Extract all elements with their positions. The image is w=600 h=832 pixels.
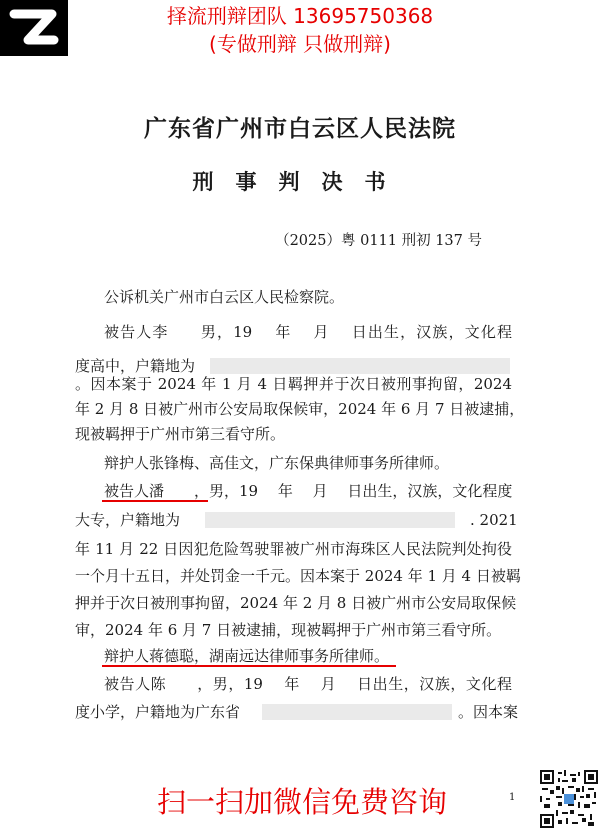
redaction-mark bbox=[262, 704, 452, 720]
promo-phone-line: 择流刑辩团队 13695750368 bbox=[166, 4, 434, 28]
body-line-prior-4: 审，2024 年 6 月 7 日被逮捕，现被羁押于广州市第三看守所。 bbox=[75, 621, 502, 639]
court-name: 广东省广州市白云区人民法院 bbox=[144, 116, 456, 142]
body-line-defendant-li-cont: 度高中，户籍地为 bbox=[75, 357, 196, 375]
highlight-underline bbox=[102, 665, 396, 667]
highlight-underline bbox=[102, 500, 208, 502]
body-line-detention-2: 年 2 月 8 日被广州市公安局取保候审，2024 年 6 月 7 日被逮捕， bbox=[75, 400, 525, 418]
page-number: 1 bbox=[509, 792, 516, 803]
body-line-prior-3: 押并于次日被刑事拘留，2024 年 2 月 8 日被广州市公安局取保候 bbox=[75, 594, 517, 612]
body-line-defendant-pan-cont: 大专，户籍地为 bbox=[75, 511, 181, 529]
body-line-lawyer-1: 辩护人张锋梅、高佳文，广东保典律师事务所律师。 bbox=[104, 454, 450, 472]
body-line-lawyer-2: 辩护人蒋德聪，湖南远达律师事务所律师。 bbox=[104, 647, 390, 665]
document-number: （2025）粤 0111 刑初 137 号 bbox=[275, 233, 482, 249]
body-line-defendant-pan: 被告人潘 ，男，19 年 月 日出生，汉族，文化程度 bbox=[104, 482, 513, 500]
body-line-prosecutor: 公诉机关广州市白云区人民检察院。 bbox=[104, 288, 345, 306]
body-line-chen-tail: 。因本案 bbox=[458, 703, 519, 721]
wechat-qr-code-icon[interactable] bbox=[540, 770, 598, 828]
body-line-defendant-chen-cont: 度小学，户籍地为广东省 bbox=[75, 703, 241, 721]
body-line-defendant-chen: 被告人陈 ，男，19 年 月 日出生，汉族，文化程 bbox=[104, 675, 512, 693]
body-line-defendant-li: 被告人李 男，19 年 月 日出生，汉族，文化程 bbox=[104, 323, 512, 341]
body-line-detention-1: 。因本案于 2024 年 1 月 4 日羁押并于次日被刑事拘留，2024 bbox=[75, 375, 512, 393]
redaction-mark bbox=[205, 512, 455, 528]
document-title: 刑事判决书 bbox=[192, 170, 408, 194]
promo-slogan-line: (专做刑辩 只做刑辩) bbox=[209, 32, 391, 56]
wechat-consult-banner: 扫一扫加微信免费咨询 bbox=[156, 785, 447, 819]
brand-logo bbox=[0, 0, 68, 56]
redaction-mark bbox=[210, 358, 510, 374]
body-line-detention-3: 现被羁押于广州市第三看守所。 bbox=[75, 425, 286, 443]
body-line-prior-year: . 2021 bbox=[470, 511, 518, 529]
body-line-prior-2: 一个月十五日，并处罚金一千元。因本案于 2024 年 1 月 4 日被羁 bbox=[75, 567, 521, 585]
logo-swirl-icon bbox=[0, 0, 68, 56]
body-line-prior-1: 年 11 月 22 日因犯危险驾驶罪被广州市海珠区人民法院判处拘役 bbox=[75, 540, 512, 558]
